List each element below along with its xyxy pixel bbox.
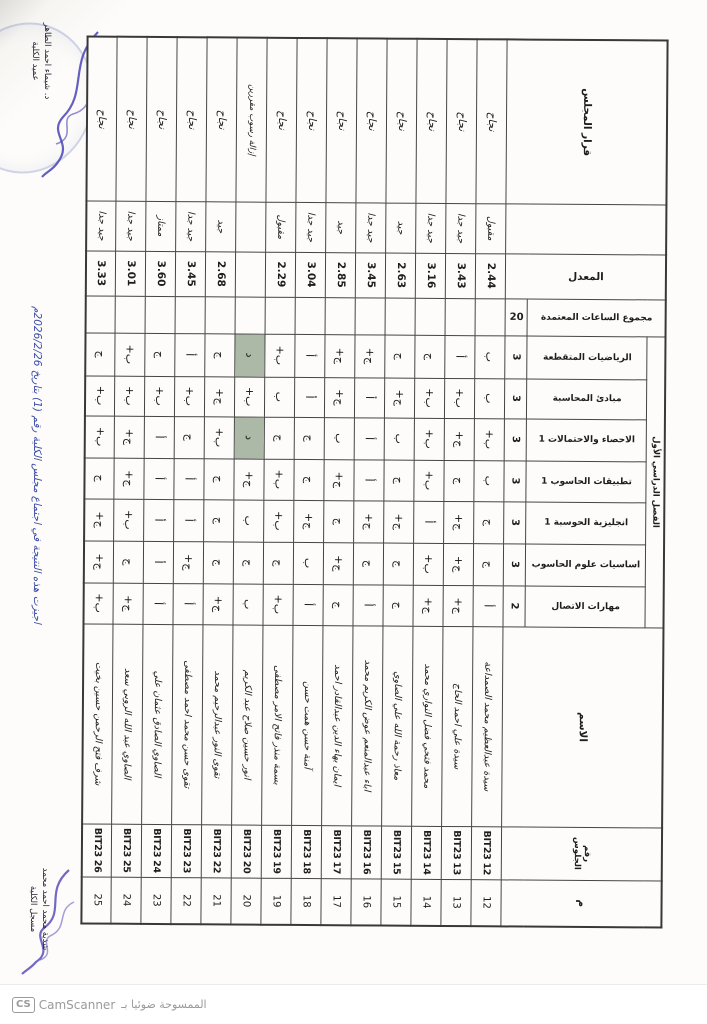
appraisal-cell: جيد جدا — [176, 201, 206, 251]
decision-cell: نجاح — [206, 37, 237, 201]
grade-cell: ج+ — [413, 585, 443, 626]
subject-header — [527, 419, 647, 462]
grade-cell: أ — [145, 416, 175, 458]
student-name-cell: آمنة حسن همت حسن — [292, 625, 323, 825]
appraisal-cell: مقبول — [266, 202, 296, 252]
decision-cell: إزالة رسوب مقررين — [236, 38, 267, 202]
total-hours-empty-cell — [416, 298, 446, 335]
appraisal-cell: جيد جدا — [446, 203, 476, 253]
grade-cell: ج+ — [325, 377, 355, 417]
grade-cell: د — [235, 334, 265, 377]
serial-cell: 13 — [441, 879, 471, 926]
grade-cell: ج — [444, 460, 474, 501]
student-row — [381, 39, 417, 926]
grade-cell: د — [235, 417, 265, 459]
total-hours-empty-cell — [476, 298, 506, 335]
grade-cell: ج+ — [203, 583, 233, 624]
appraisal-header — [506, 203, 666, 254]
header-tier-semester — [643, 40, 667, 927]
student-name-cell: ايمان بهاء الدين عبدالقادر احمد — [322, 625, 353, 825]
gpa-cell: 3.43 — [446, 253, 476, 298]
grade-cell: ج+ — [324, 542, 354, 584]
serial-cell: 20 — [231, 878, 261, 925]
seat-number-cell: BIT23 14 — [412, 826, 442, 879]
student-row — [471, 39, 507, 926]
grade-cell: أ — [295, 377, 325, 417]
total-hours-empty-cell — [266, 297, 296, 334]
gpa-cell: 3.60 — [146, 251, 176, 296]
decision-header: قرار المجلس — [506, 39, 667, 204]
grade-cell: أ — [143, 583, 173, 624]
student-name-cell: الصاوي عبد الله الروبي سعد — [112, 624, 143, 824]
grade-cell: ب — [385, 418, 415, 460]
decision-cell: نجاح — [296, 38, 327, 202]
grade-cell: ب+ — [445, 378, 475, 418]
grade-cell: ج — [145, 333, 175, 376]
total-hours-empty-cell — [326, 297, 356, 334]
camscanner-brand: CamScanner — [38, 997, 116, 1012]
subject-credit-hours: 3 — [505, 418, 527, 460]
grade-cell: ب — [234, 500, 264, 542]
grade-cell: ب+ — [264, 500, 294, 542]
grade-cell: ب+ — [115, 333, 145, 376]
grade-cell: ج — [264, 542, 294, 584]
grade-cell: ب+ — [264, 459, 294, 500]
grade-cell: ج — [383, 585, 413, 626]
seat-number-cell: BIT23 19 — [262, 825, 292, 878]
appraisal-cell: جيد جدا — [116, 201, 146, 251]
registrar-title: مسجل الكلية — [28, 885, 38, 933]
subject-credit-hours: 2 — [503, 585, 525, 626]
subject-header — [526, 461, 646, 503]
decision-cell: نجاح — [476, 39, 507, 203]
grade-cell: ج+ — [325, 334, 355, 377]
gpa-cell: 2.68 — [206, 251, 236, 296]
appraisal-cell: جيد — [206, 201, 236, 251]
decision-cell: نجاح — [86, 36, 117, 200]
student-row — [351, 38, 387, 925]
grade-cell: ج+ — [294, 500, 324, 542]
name-header: الاسم — [502, 626, 663, 827]
grade-cell: ج+ — [84, 541, 114, 583]
total-hours-empty-cell — [356, 297, 386, 334]
subject-header-label: مهارات الاتصال — [551, 601, 620, 612]
grade-cell: ج — [354, 542, 384, 584]
grade-cell: ب+ — [414, 460, 444, 501]
grade-cell: أ — [355, 377, 385, 417]
total-hours-empty-cell — [146, 296, 176, 333]
decision-cell: نجاح — [146, 37, 177, 201]
grade-cell: ب+ — [115, 376, 145, 416]
grade-cell: ب — [475, 335, 505, 378]
serial-header: م — [501, 879, 661, 927]
student-row — [321, 38, 357, 925]
grade-cell: ب+ — [205, 416, 235, 458]
gpa-cell: 2.29 — [266, 252, 296, 297]
student-row — [261, 38, 297, 925]
grade-cell: ج — [175, 416, 205, 458]
grade-cell: ج — [234, 542, 264, 584]
grade-cell: ج — [204, 541, 234, 583]
subject-header-label: اساسيات علوم الحاسوب — [531, 559, 641, 571]
grade-cell: ب+ — [415, 418, 445, 460]
gpa-cell: 3.45 — [356, 252, 386, 297]
serial-cell: 21 — [201, 877, 231, 924]
decision-cell: نجاح — [326, 38, 357, 202]
seat-number-cell: BIT23 16 — [352, 825, 382, 878]
grade-cell: أ — [174, 458, 204, 499]
appraisal-cell — [236, 202, 266, 252]
grade-cell: ج — [474, 501, 504, 543]
seat-number-cell: BIT23 12 — [472, 826, 502, 879]
grade-cell: ج — [205, 333, 235, 376]
grade-cell: ج+ — [174, 541, 204, 583]
total-hours-value: 20 — [506, 298, 528, 335]
student-row — [231, 38, 267, 925]
grade-cell: أ — [175, 333, 205, 376]
student-row — [141, 37, 177, 924]
subject-header — [527, 336, 647, 380]
results-table-wrap — [82, 35, 668, 926]
grade-cell: ج+ — [114, 458, 144, 499]
grade-cell: ج+ — [443, 585, 473, 626]
total-hours-empty-cell — [386, 298, 416, 335]
subject-credit-hours: 3 — [504, 543, 526, 585]
appraisal-cell: جيد — [386, 203, 416, 253]
gpa-cell — [236, 252, 266, 297]
grade-cell: ج — [204, 458, 234, 499]
seat-no-header: رقم الجلوس — [502, 826, 662, 880]
appraisal-cell: ممتاز — [146, 201, 176, 251]
grade-cell: ب+ — [85, 416, 115, 458]
seat-number-cell: BIT23 13 — [442, 826, 472, 879]
subject-header-label: مبادئ المحاسبة — [552, 393, 622, 405]
total-hours-empty-cell — [446, 298, 476, 335]
gpa-cell: 3.45 — [176, 251, 206, 296]
grade-cell: أ — [354, 459, 384, 500]
student-row — [81, 36, 117, 923]
grade-cell: ج — [265, 417, 295, 459]
subject-header-label: تطبيقات الحاسوب 1 — [541, 476, 632, 487]
gpa-cell: 3.16 — [416, 253, 446, 298]
decision-cell: نجاح — [386, 39, 417, 203]
seat-number-cell: BIT23 17 — [322, 825, 352, 878]
grade-cell: ج — [204, 499, 234, 541]
subject-header-label: الرياضيات المتقطعة — [542, 352, 632, 363]
seat-number-cell: BIT23 15 — [382, 826, 412, 879]
grade-cell: أ — [473, 585, 503, 626]
student-name-cell: تقوى النور عبدالرحيم محمد — [202, 624, 233, 824]
dean-title: عميد الكلية — [30, 41, 40, 81]
grade-cell: أ — [144, 499, 174, 541]
student-name-cell: محمد فتحي فضل النواري محمد — [412, 626, 443, 826]
serial-cell: 23 — [141, 877, 171, 924]
camscanner-caption: الممسوحة ضوئيا بـ — [121, 998, 207, 1011]
decision-cell: نجاح — [266, 38, 297, 202]
grade-cell: ج+ — [444, 543, 474, 585]
total-hours-empty-cell — [206, 296, 236, 333]
grade-cell: ج+ — [355, 334, 385, 377]
approval-note: اجيزت هذه النتيجة في اجتماع مجلس الكلية رقم (1) بتاريخ 2026/2/26م — [31, 306, 43, 624]
grade-cell: ب+ — [414, 543, 444, 585]
serial-cell: 24 — [111, 877, 141, 924]
seat-number-cell: BIT23 25 — [112, 824, 142, 877]
gpa-cell: 2.63 — [386, 253, 416, 298]
grade-cell: ب+ — [114, 499, 144, 541]
grade-cell: ب+ — [415, 378, 445, 418]
grade-cell: ج — [84, 458, 114, 499]
total-hours-header: مجموع الساعات المعتمدة — [528, 299, 666, 337]
serial-cell: 25 — [81, 877, 111, 924]
subject-header — [527, 379, 647, 420]
appraisal-cell: جيد — [326, 202, 356, 252]
total-hours-empty-cell — [236, 297, 266, 334]
student-row — [441, 39, 477, 926]
registrar-attestation — [25, 858, 51, 960]
gpa-cell: 2.44 — [476, 253, 506, 298]
results-table — [80, 35, 668, 928]
camscanner-watermark-bar — [0, 984, 707, 1024]
dean-attestation — [27, 5, 53, 117]
decision-cell: نجاح — [416, 39, 447, 203]
grade-cell: ج — [384, 543, 414, 585]
grade-cell: ج — [114, 541, 144, 583]
subject-header — [525, 586, 645, 628]
student-name-cell: شرف فتح الرحمن حسين بخيت — [82, 624, 113, 824]
grade-cell: أ — [353, 584, 383, 625]
grade-cell: ج+ — [444, 501, 474, 543]
student-row — [201, 37, 237, 924]
appraisal-cell: مقبول — [476, 203, 506, 253]
gpa-cell: 2.85 — [326, 252, 356, 297]
serial-cell: 12 — [471, 879, 501, 926]
seat-number-cell: BIT23 22 — [202, 824, 232, 877]
student-name-cell: بسمة منذر فاتح الامر مصطفى — [262, 625, 293, 825]
gpa-cell: 3.33 — [86, 250, 116, 295]
gpa-header: المعدل — [506, 253, 666, 299]
grade-cell: ج+ — [445, 418, 475, 460]
grade-cell: ج+ — [354, 500, 384, 542]
subject-credit-hours: 3 — [505, 335, 527, 378]
total-hours-empty-cell — [176, 296, 206, 333]
serial-cell: 14 — [411, 879, 441, 926]
student-name-cell: اباء عبدالمنعم عوض الكريم محمد — [352, 625, 383, 825]
grade-cell: ج+ — [324, 459, 354, 500]
grade-cell: ب — [475, 378, 505, 418]
seat-number-cell: BIT23 18 — [292, 825, 322, 878]
grade-cell: ب+ — [145, 376, 175, 416]
grade-cell: ب+ — [265, 334, 295, 377]
grade-cell: ب+ — [263, 584, 293, 625]
subject-credit-hours: 3 — [504, 460, 526, 501]
grade-cell: أ — [293, 584, 323, 625]
grade-cell: أ — [174, 499, 204, 541]
student-name-cell: انور حسين صلاح عبد الكريم — [232, 625, 263, 825]
student-name-cell: معاذ رحمة الله علي الصاوي — [382, 626, 413, 826]
serial-cell: 19 — [261, 878, 291, 925]
grade-cell: ج — [295, 417, 325, 459]
grade-cell: أ — [445, 335, 475, 378]
appraisal-cell: جيد جدا — [356, 202, 386, 252]
student-name-cell: الصاوي الصادق عثمان علي — [142, 624, 173, 824]
student-name-cell: سيدة علي احمد الحاج — [442, 626, 473, 826]
grade-cell: أ — [144, 458, 174, 499]
total-hours-empty-cell — [296, 297, 326, 334]
serial-cell: 17 — [321, 878, 351, 925]
semester-header: الفصل الدراسي الأول — [645, 336, 665, 627]
camscanner-logo-icon: CS — [12, 997, 35, 1013]
serial-cell: 16 — [351, 878, 381, 925]
grade-cell: ب — [265, 377, 295, 417]
appraisal-cell: جيد جدا — [86, 200, 116, 250]
grade-cell: ج — [385, 335, 415, 378]
seat-number-cell: BIT23 20 — [232, 825, 262, 878]
grade-cell: ج+ — [113, 583, 143, 624]
decision-cell: نجاح — [356, 38, 387, 202]
grade-cell: أ — [173, 583, 203, 624]
grade-cell: ج+ — [115, 416, 145, 458]
decision-cell: نجاح — [446, 39, 477, 203]
student-name-cell: تقوى حسن محمد احمد مصطفى — [172, 624, 203, 824]
grade-cell: ج+ — [234, 459, 264, 500]
decision-cell: نجاح — [176, 37, 207, 201]
subject-header — [526, 502, 646, 545]
grade-cell: ب+ — [85, 376, 115, 416]
total-hours-empty-cell — [116, 296, 146, 333]
grade-cell: ج — [323, 584, 353, 625]
grade-cell: ج — [294, 459, 324, 500]
grade-cell: ج — [384, 460, 414, 501]
appraisal-cell: جيد جدا — [296, 202, 326, 252]
serial-cell: 18 — [291, 878, 321, 925]
subject-header — [526, 544, 646, 587]
subject-header-label: انجليزية الحوسبة 1 — [544, 517, 629, 529]
student-name-cell: سيدة عبدالعظيم محمد الصمداعة — [472, 626, 503, 826]
gpa-cell: 3.01 — [116, 251, 146, 296]
grade-cell: ب — [294, 542, 324, 584]
grade-cell: أ — [355, 417, 385, 459]
subject-header-label: الاحصاء والاحتمالات 1 — [538, 434, 635, 446]
grade-cell: ج+ — [84, 499, 114, 541]
grade-cell: ج — [85, 332, 115, 375]
grade-cell: ج+ — [384, 501, 414, 543]
decision-cell: نجاح — [116, 37, 147, 201]
total-hours-empty-cell — [86, 295, 116, 332]
grade-cell: أ — [144, 541, 174, 583]
appraisal-cell: جيد جدا — [416, 203, 446, 253]
grade-cell: ج+ — [205, 376, 235, 416]
gpa-cell: 3.04 — [296, 252, 326, 297]
subject-credit-hours: 3 — [504, 501, 526, 543]
grade-cell: ب+ — [83, 583, 113, 624]
dean-name: د. شيماء احمد الطاهر — [42, 22, 52, 100]
grade-cell: ج — [324, 500, 354, 542]
grade-cell: أ — [295, 334, 325, 377]
student-row — [171, 37, 207, 924]
grade-cell: ب+ — [175, 376, 205, 416]
grade-cell: ج+ — [385, 378, 415, 418]
grade-cell: ج — [415, 335, 445, 378]
grade-cell: ب+ — [235, 377, 265, 417]
serial-cell: 15 — [381, 879, 411, 926]
grade-cell: أ — [414, 501, 444, 543]
grade-cell: ب — [233, 584, 263, 625]
grade-cell: ب+ — [475, 418, 505, 460]
grade-cell: ب — [325, 417, 355, 459]
student-row — [111, 37, 147, 924]
seat-number-cell: BIT23 26 — [82, 824, 112, 877]
student-row — [291, 38, 327, 925]
registrar-name: شذية محمد احمد محمد — [40, 867, 50, 951]
seat-number-cell: BIT23 24 — [142, 824, 172, 877]
seat-number-cell: BIT23 23 — [172, 824, 202, 877]
serial-cell: 22 — [171, 877, 201, 924]
grade-cell: ج — [474, 543, 504, 585]
grade-cell: ب — [474, 460, 504, 501]
subject-credit-hours: 3 — [505, 378, 527, 418]
student-row — [411, 39, 447, 926]
